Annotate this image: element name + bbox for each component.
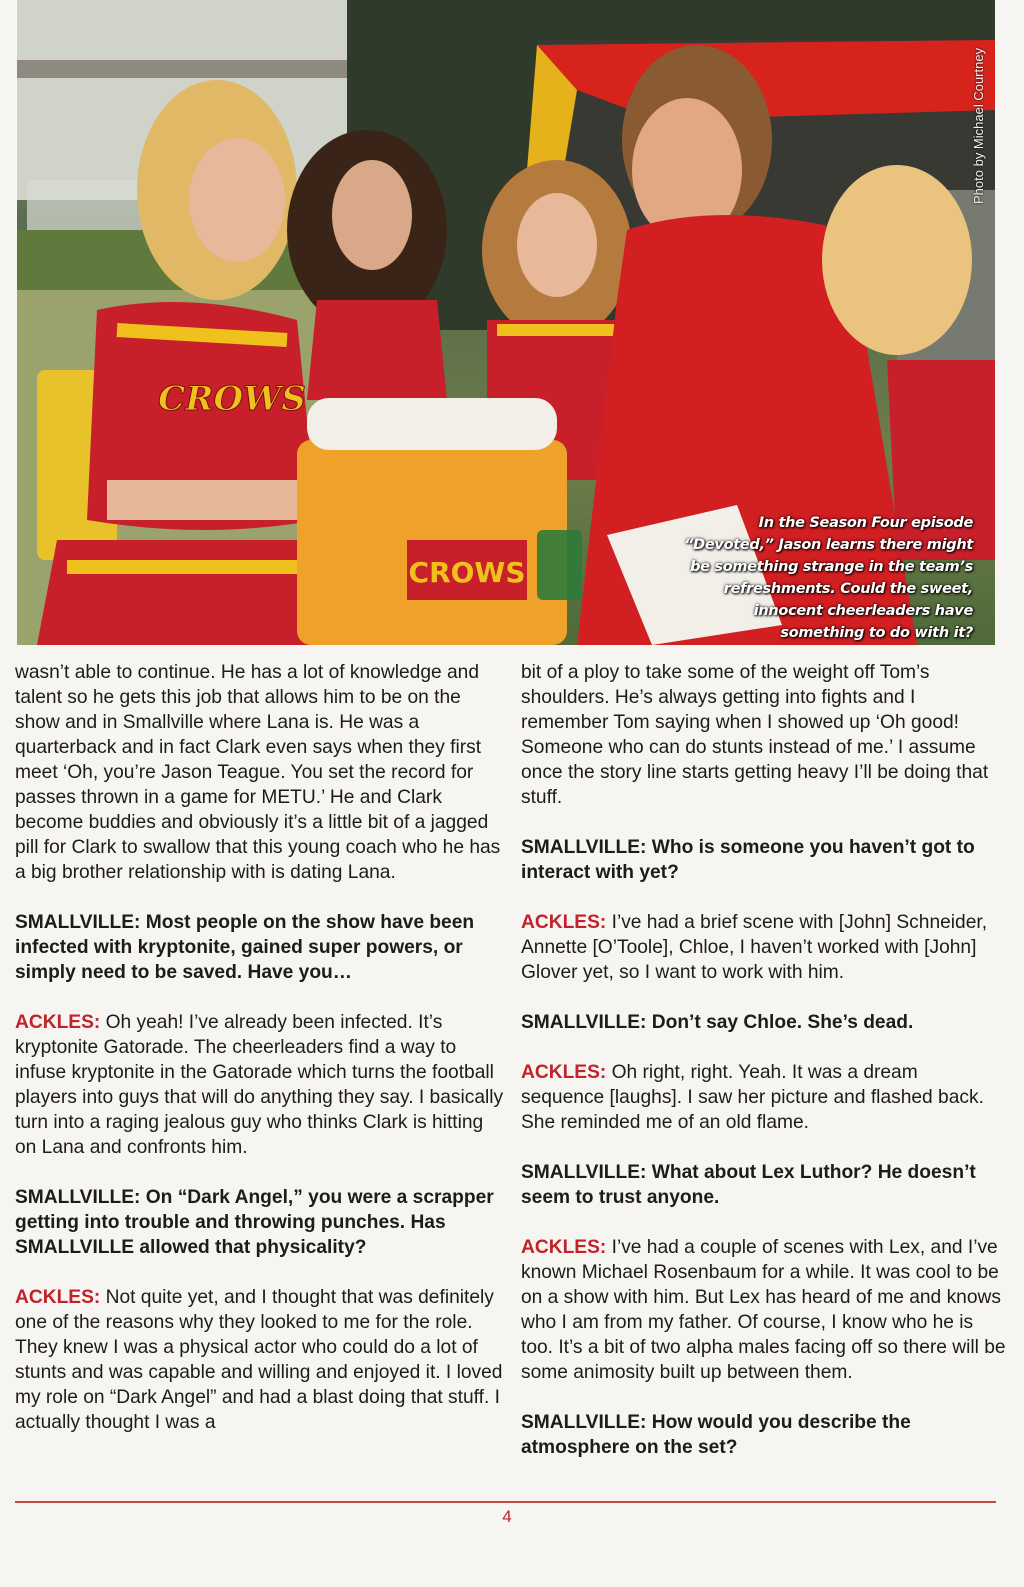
interview-question: SMALLVILLE: Most people on the show have been infected with kryptonite, gained super powers, or simply need to be saved. Have you… [15, 912, 475, 983]
interview-question: SMALLVILLE: How would you describe the atmosphere on the set? [521, 1412, 911, 1458]
answer-text: Oh yeah! I’ve already been infected. It’s kryptonite Gatorade. The cheerleaders find a way to infuse kryptonite in the Gatorade which turns the football players into guys that will do anything they say. I basically turn into a raging jealous guy who thinks Clark is hitting on Lana and confronts him. [15, 1012, 504, 1158]
answer-text: I’ve had a couple of scenes with Lex, and I’ve known Michael Rosenbaum for a while. It was cool to be on a show with him. But Lex has heard of me and knows who I am from my father. Of course, I know who he is too. It’s a bit of two alpha males facing off so there will be some animosity built up between them. [521, 1237, 1006, 1383]
interview-question: SMALLVILLE: Who is someone you haven’t got to interact with yet? [521, 837, 975, 883]
photo-caption: In the Season Four episode “Devoted,” Jason learns there might be something strange in the team’s refreshments. Could the sweet, innocent cheerleaders have something to do with it? [684, 515, 973, 641]
speaker-label: ACKLES: [521, 912, 607, 933]
interview-answer [521, 910, 1006, 985]
speaker-label: ACKLES: [521, 1062, 607, 1083]
answer-text: I’ve had a brief scene with [John] Schneider, Annette [O’Toole], Chloe, I haven’t worked with [John] Glover yet, so I want to work with him. [521, 912, 988, 983]
interview-answer [521, 1060, 1006, 1135]
body-paragraph: wasn’t able to continue. He has a lot of knowledge and talent so he gets this job that allows him to be on the show and in Smallville where Lana is. He was a quarterback and in fact Clark even says when they first meet ‘Oh, you’re Jason Teague. You set the record for passes thrown in a game for METU.’ He and Clark become buddies and obviously it’s a little bit of a jagged pill for Clark to swallow that this young coach who he has a big brother relationship with is dating Lana. [15, 662, 501, 883]
body-paragraph: bit of a ploy to take some of the weight off Tom’s shoulders. He’s always getting into fights and I remember Tom saying when I showed up ‘Oh good! Someone who can do stunts instead of me.’ I assume once the story line starts getting heavy I’ll be doing that stuff. [521, 662, 989, 808]
photo-credit: Photo by Michael Courtney [971, 47, 986, 204]
footer-rule [15, 1501, 996, 1503]
interview-answer [521, 1235, 1006, 1385]
interview-answer [15, 1285, 505, 1435]
page-number: 4 [502, 1507, 512, 1526]
interview-question: SMALLVILLE: On “Dark Angel,” you were a scrapper getting into trouble and throwing punches. Has SMALLVILLE allowed that physicality? [15, 1187, 494, 1258]
interview-answer [15, 1010, 505, 1160]
left-column [15, 660, 505, 1460]
interview-question: SMALLVILLE: Don’t say Chloe. She’s dead. [521, 1012, 914, 1033]
speaker-label: ACKLES: [521, 1237, 607, 1258]
right-column [521, 660, 1006, 1485]
uniform-label: CROWS [158, 379, 306, 419]
speaker-label: ACKLES: [15, 1287, 101, 1308]
cooler-label: CROWS [408, 556, 526, 589]
article-photo [17, 0, 995, 645]
answer-text: Oh right, right. Yeah. It was a dream sequence [laughs]. I saw her picture and flashed back. She reminded me of an old flame. [521, 1062, 984, 1133]
answer-text: Not quite yet, and I thought that was definitely one of the reasons why they looked to me for the role. They knew I was a physical actor who could do a lot of stunts and was capable and willing and enjoyed it. I loved my role on “Dark Angel” and had a blast doing that stuff. I actually thought I was a [15, 1287, 503, 1433]
speaker-label: ACKLES: [15, 1012, 101, 1033]
interview-question: SMALLVILLE: What about Lex Luthor? He doesn’t seem to trust anyone. [521, 1162, 976, 1208]
